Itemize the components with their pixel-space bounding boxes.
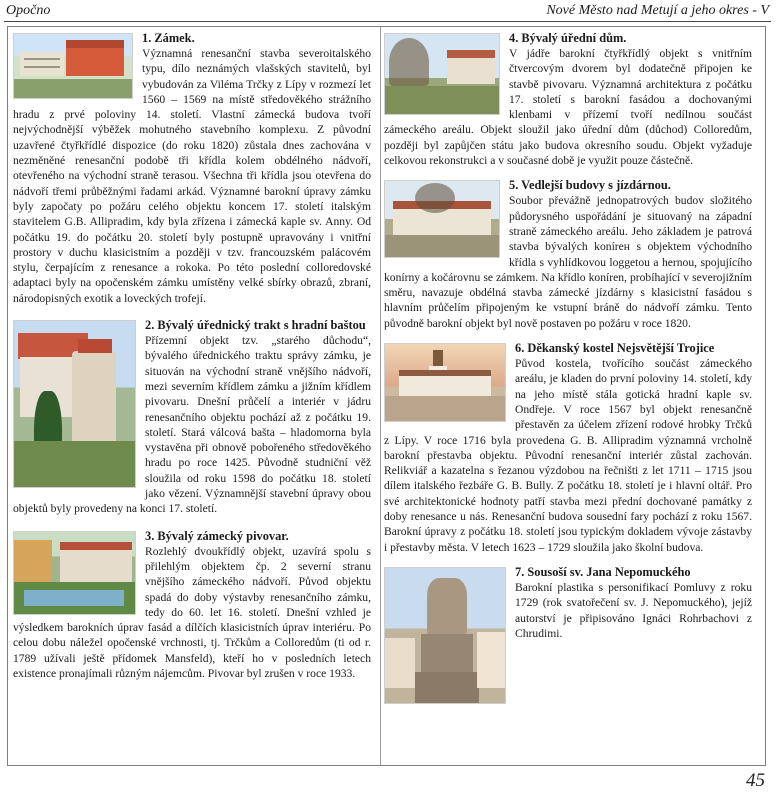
header-rule [4, 21, 771, 22]
statue-photo [384, 567, 506, 704]
section-uredni-dum [384, 31, 752, 168]
castle-photo [13, 33, 133, 99]
tower-photo [13, 320, 136, 488]
page-header [0, 0, 779, 22]
section-zamek [13, 31, 371, 306]
section-title: 4. Bývalý úřední dům. [509, 31, 627, 45]
section-title: 6. Děkanský kostel Nejsvětější Trojice [515, 341, 715, 356]
stables-photo [384, 180, 500, 258]
section-body: Významná renesanční stavba severoitalského typu, dílo neznámých vlašských stavitelů, byl vybudován za Viléma Trčky z Lípy v rozmezí let 1560 – 1569 na místě středověkého strážního hradu z prvé poloviny 14. století. Vlastní zámecká budova tvoří nejvýchodnější výběžek mohutného stavebního komplexu. Z původní uzavřené čtyřkřídlé dispozice (do roku 1820) zůstala dnes zachována v nezměněné renesanční podobě tři křídla kolem obdélného nádvoří, otevřeného na východní straně terasou. Všechna tři křídla jsou otevřena do nádvoří třemi průběžnými řadami arkád. Významné barokní úpravy zámku byly započaty po požáru celého objektu koncem 17. století italským stavitelem G.B. Allipradim, kdy byla zřízena i zámecká kaple sv. Anny. Od počátku 19. do počátku 20. století byly postupně upravovány i vnitřní prostory v duchu klasicistním a později v tzv. francouzském palácovém stylu, čerpajícím z renesance a rokoka. Po této poslední colloredovské adaptaci byly na opočenském zámku umístěny velké sbírky obrazů, zbraní, národopisných exotik a loveckých trofejí. [13, 47, 371, 305]
section-kostel [384, 341, 752, 555]
section-body: V jádře barokní čtyřkřídlý objekt s vnitřním čtvercovým dvorem byl dodatečně připojen ke stavbě pivovaru. Významná architektura z počátku 17. století s barokní fasádou a dochovanými klenbami v přízemí tvoří nedílnou součást zámeckého areálu. Objekt sloužil jako úřední dům (důchod) Colloredům, později byl zapůjčen státu jako budova okresního soudu. Objekt vyžaduje celkovou rekonstrukci a v současné době je využit pouze částečně. [384, 47, 752, 168]
church-photo [384, 343, 506, 422]
section-jizdarna [384, 178, 752, 331]
section-pivovar [13, 529, 371, 682]
office-house-photo [384, 33, 500, 115]
section-body: Soubor převážně jednopatrových budov složitého půdorysného uspořádání je situovaný na západní straně zámeckého areálu. Jeho základem je patrová stavba bývalých konírен s objektem východního křídla s vyhlídkovou loggetou a hernou, spojujícího konírny a kočárovnu se zámkem. Na křídlo koníren, probíhající v severojižním směru, navazuje obdélná stavba zámecké jízdárny s klasicistní fasádou s hlavním průčelím připojeným ke vstupní bráně do nádvoří zámku. Tento původně barokní objekt byl nově postaven po požáru v roce 1820. [384, 194, 752, 330]
brewery-photo [13, 531, 136, 615]
header-right-title: Nové Město nad Metují a jeho okres - V [546, 3, 769, 18]
section-title: 2. Bývalý úřednický trakt s hradní baštou [145, 318, 366, 333]
section-title: 1. Zámek. [142, 31, 195, 45]
section-title: 3. Bývalý zámecký pivovar. [145, 528, 289, 543]
section-body: Barokní plastika s personifikací Pomluvy z roku 1729 (rok svatořečení sv. J. Nepomuckého), jejíž autorství je připisováno Ignáci Rohrbachovi z Chrudimi. [515, 580, 752, 640]
header-left-title: Opočno [6, 3, 51, 18]
section-urednicky-trakt [13, 318, 371, 517]
column-divider [380, 27, 381, 765]
section-body: Přízemní objekt tzv. „starého důchodu“, bývalého úřednického traktu správy zámku, je situován na východní straně vnějšího nádvoří, mezi severním křídlem zámku a jižním křídlem pivovaru. Dnešní průčelí a interiér v jádru renesančního objektu pochází až z počátku 19. století. Stará válcová bašta – hladomorna byla vystavěna při obnově pobořeného středověkého hradu po roce 1425. Původně studniční věž sloužila od roku 1598 do počátku 18. století jako vězení. Významnější stavební úpravy obou objektů byly provedeny na konci 17. století. [13, 334, 371, 516]
right-column [384, 31, 752, 706]
section-body: Původ kostela, tvořícího součást zámeckého areálu, je kladen do první poloviny 14. století, kdy na jeho místě stála gotická hradní kaple sv. Ondřeje. V roce 1567 byl objekt renesančně přestavěn za účelem zřízení rodové hrobky Trčků z Lípy. V roce 1716 byla provedena G. B. Allipradim významná vrcholně barokní přestavba objektu. Původní renesanční interiér zůstal zachován. Relikviář a kazatelna s řezanou výzdobou na řečništi z let 1711 – 1715 jsou dílem italského řezbáře G. B. Bully. Z počátku 18. století je i hlavní oltář. Pro své architektonické hodnoty patří stavba mezi přední dochované památky z doby renesance u nás. Renesanční budova sousední fary pochází z roku 1567. Barokní úpravy z počátku 18. století jsou typickým dokladem vývoje zástavby i přestavby města. V letech 1623 – 1729 sloužila jako školní budova. [384, 357, 752, 554]
section-body: Rozlehlý dvoukřídlý objekt, uzavírá spolu s přilehlým objektem čp. 2 severní stranu vnějšího zámeckého nádvoří. Původ objektu spadá do doby výstavby renesančního zámku, tedy do 60. let 16. století. Dnešní vzhled je výsledkem barokních úprav fasád a dílčích klasicistních úprav interiéru. Po celou dobu náležel opočenské vrchnosti, tj. Trčkům a Colloredům (ti od r. 1789 užívali ještě přídomek Mansfeld), kteří ho v posledních letech existence pronajímali různým nájemcům. Pivovar byl zrušen v roce 1933. [13, 544, 371, 680]
left-column [13, 31, 371, 691]
section-title: 5. Vedlejší budovy s jízdárnou. [509, 178, 671, 193]
page-number: 45 [746, 770, 765, 791]
section-sousosi [384, 565, 752, 641]
section-title: 7. Sousoší sv. Jana Nepomuckého [515, 564, 691, 579]
